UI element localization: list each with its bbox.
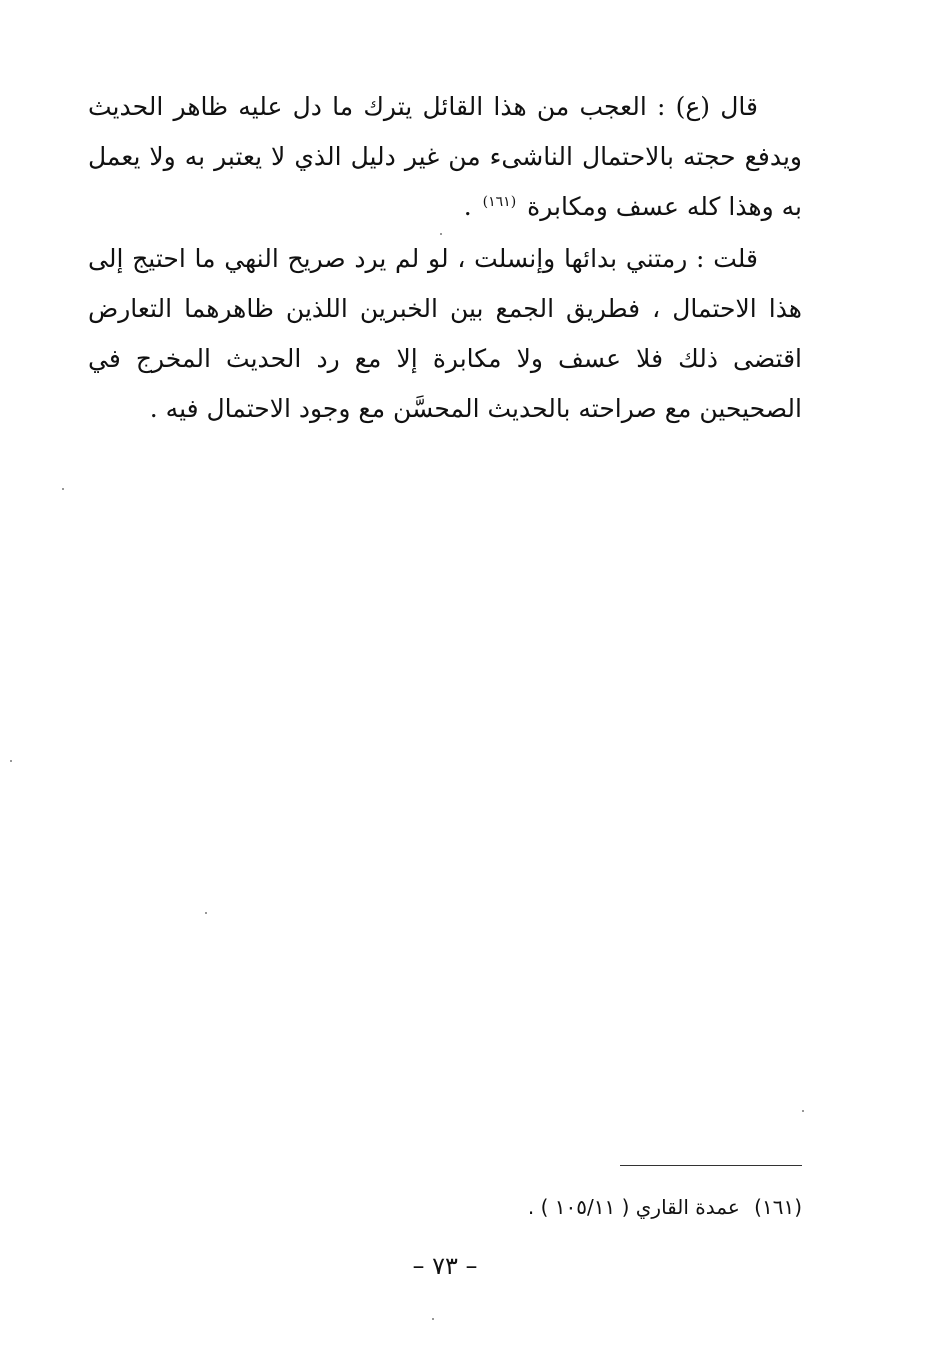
scan-speck (432, 1318, 434, 1320)
page-number: – ٧٣ – (412, 1252, 478, 1280)
body-paragraph-1 (88, 82, 802, 232)
scan-speck (10, 760, 12, 762)
scan-speck (205, 912, 207, 914)
footnote-number: (١٦١) (754, 1195, 802, 1219)
paragraph-1-end: . (463, 192, 480, 221)
body-paragraph-2 (88, 234, 802, 434)
scan-speck (62, 488, 64, 490)
footnote-separator (620, 1165, 802, 1166)
scan-speck (440, 233, 442, 235)
paragraph-1-text: قال (ع) : العجب من هذا القائل يترك ما دل عليه ظاهر الحديث ويدفع حجته بالاحتمال الناشىء من غير دليل الذي لا يعتبر به ولا يعمل به وهذا كله عسف ومكابرة (88, 92, 802, 221)
footnote (88, 1190, 802, 1224)
footnote-reference: (١٦١) (482, 193, 517, 210)
footnote-text: عمدة القاري ( ١٠٥/١١ ) . (527, 1195, 740, 1219)
paragraph-1-text-line (88, 82, 802, 232)
paragraph-2-text: قلت : رمتني بدائها وإنسلت ، لو لم يرد صريح النهي ما احتيج إلى هذا الاحتمال ، فطريق الجمع بين الخبرين اللذين ظاهرهما التعارض اقتضى ذلك فلا عسف ولا مكابرة إلا مع رد الحديث المخرج في الصحيحين مع صراحته بالحديث المحسَّن مع وجود الاحتمال فيه . (88, 244, 802, 423)
scan-speck (802, 1110, 804, 1112)
